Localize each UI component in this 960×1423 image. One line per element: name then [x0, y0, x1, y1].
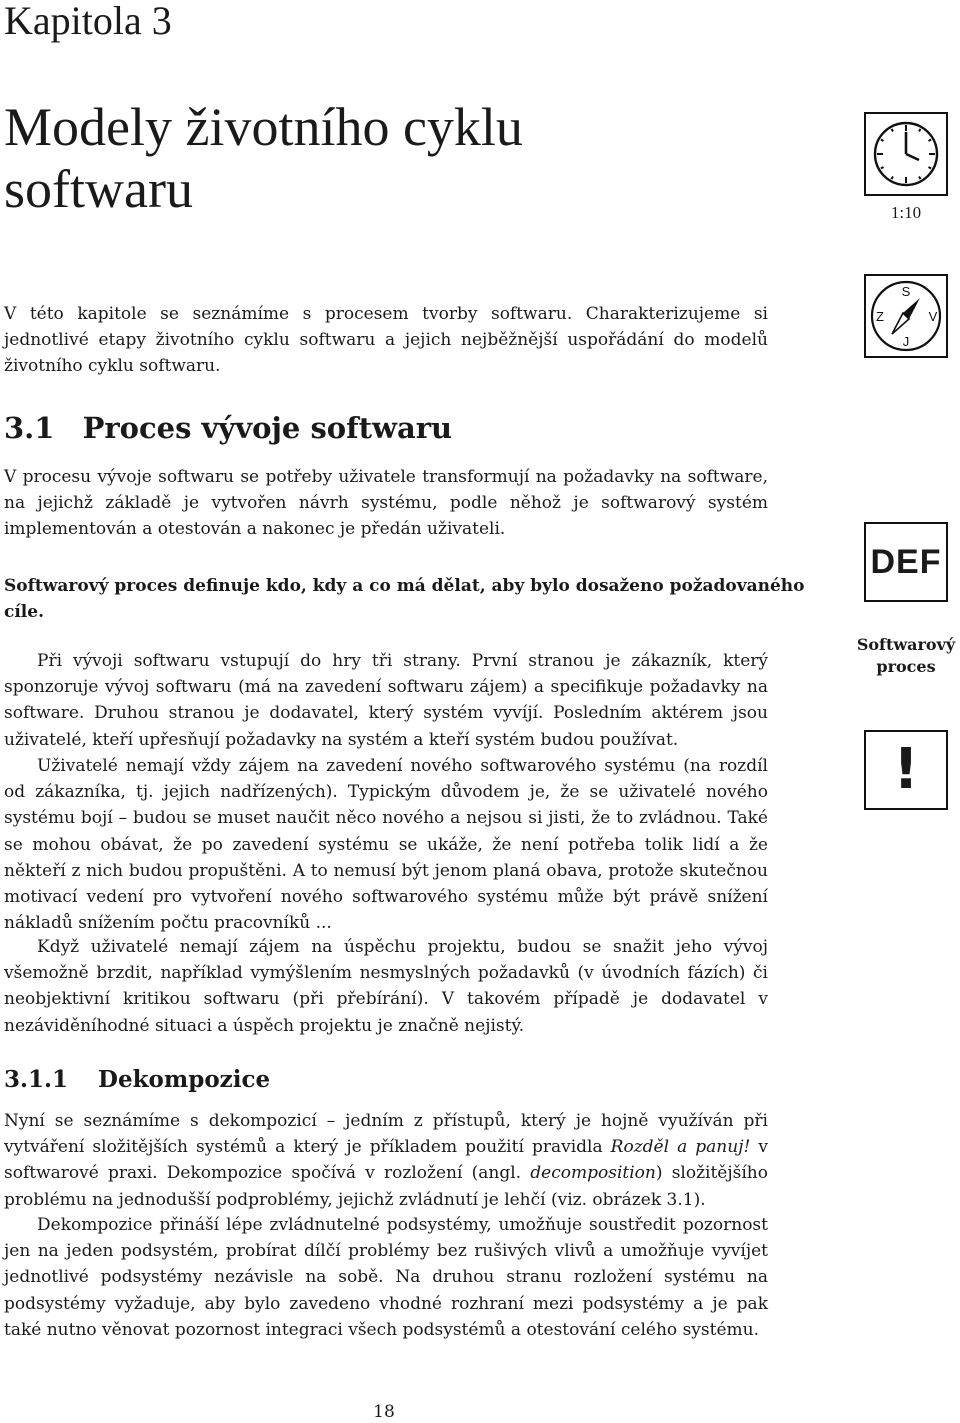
chapter-title-line1: Modely životního cyklu: [4, 97, 523, 157]
compass-north-label: S: [901, 284, 911, 299]
section-paragraph-4: Když uživatelé nemají zájem na úspěchu projektu, budou se snažit jeho vývoj všemožně brzdit, například vymýšlením nesmyslných požadavků (v úvodních fázích) či neobjektivní kritikou softwaru (při přebírání). V takovém případě je dodavatel v nezáviděníhodné situaci a úspěch projektu je značně nejistý.: [4, 937, 768, 1036]
chapter-title-line2: softwaru: [4, 159, 193, 219]
english-term: decomposition: [530, 1163, 656, 1184]
time-estimate: 1:10: [890, 203, 922, 222]
section-paragraph-1: V procesu vývoje softwaru se potřeby uživatele transformují na požadavky na software, na jejichž základě je vytvořen návrh systému, podle něhož je softwarový systém implementován a otestován a nakonec je předán uživateli.: [4, 467, 768, 540]
subsection-number: 3.1.1: [4, 1066, 69, 1093]
subsection-p1-part-b: v softwarové praxi. Dekompozice spočívá v rozložení (angl.: [4, 1137, 768, 1184]
subsection-title: Dekompozice: [98, 1066, 271, 1093]
compass-east-label: V: [928, 309, 938, 324]
compass-icon: [864, 274, 948, 358]
definition-term-line2: proces: [876, 657, 936, 676]
subsection-p1-part-c: ) složitějšího problému na jednodušší podproblémy, jejichž zvládnutí je lehčí (viz. obrázek 3.1).: [4, 1163, 768, 1210]
intro-paragraph: V této kapitole se seznámíme s procesem tvorby softwaru. Charakterizujeme si jednotlivé etapy životního cyklu softwaru a jejich nejběžnější uspořádání do modelů životního cyklu softwaru.: [4, 304, 768, 377]
warning-icon-glyph: !: [893, 737, 919, 802]
section-heading: [4, 408, 452, 448]
rule-name: Rozděl a panuj!: [610, 1137, 751, 1158]
section-paragraph-3: Uživatelé nemají vždy zájem na zavedení nového softwarového systému (na rozdíl od zákazníka, tj. jejich nadřízených). Typickým důvodem je, že se uživatelé nového systému bojí – budou se muset naučit něco nového a nejsou si jisti, že to zvládnou. Také se mohou obávat, že po zavedení systému se ukáže, že není potřeba tolik lidí a že někteří z nich budou propuštěni. A to nemusí být jenom planá obava, protože skutečnou motivací vedení pro vytvoření nového softwarového systému může být právě snížení nákladů snížením počtu pracovníků ...: [4, 756, 768, 934]
section-number: 3.1: [4, 411, 55, 445]
subsection-heading: [4, 1064, 270, 1096]
subsection-paragraph-2: Dekompozice přináší lépe zvládnutelné podsystémy, umožňuje soustředit pozornost jen na jeden podsystém, probírat dílčí problémy bez rušivých vlivů a umožňuje vyvíjet jednotlivé podsystémy nezávisle na sobě. Na druhou stranu rozložení systému na podsystémy vyžaduje, aby bylo zavedeno vhodné rozhraní mezi podsystémy a je pak také nutno věnovat pozornost integraci všech podsystémů a otestování celého systému.: [4, 1215, 768, 1340]
subsection-paragraph-1: [4, 1108, 768, 1213]
page-number: 18: [373, 1402, 395, 1422]
section-title: Proces vývoje softwaru: [82, 411, 453, 445]
definition-icon-text: DEF: [870, 542, 942, 581]
chapter-label: Kapitola 3: [4, 0, 172, 43]
definition-icon: [864, 522, 948, 602]
chapter-title: [4, 96, 523, 220]
subsection-p1-part-a: Nyní se seznámíme s dekompozicí – jedním z přístupů, který je hojně využíván při vytváření složitějších systémů a který je příkladem použití pravidla: [4, 1111, 768, 1158]
compass-west-label: Z: [876, 309, 884, 324]
clock-icon: [864, 112, 948, 196]
section-paragraph-2: Při vývoji softwaru vstupují do hry tři strany. První stranou je zákazník, který sponzoruje vývoj softwaru (má na zavedení softwaru zájem) a specifikuje požadavky na software. Druhou stranou je dodavatel, který systém vyvíjí. Posledním aktérem jsou uživatelé, kteří upřesňují požadavky na systém a kteří systém budou používat.: [4, 651, 768, 750]
definition-text: Softwarový proces definuje kdo, kdy a co má dělat, aby bylo dosaženo požadovaného cíle.: [4, 576, 805, 623]
warning-icon: [864, 730, 948, 810]
compass-south-label: J: [902, 334, 910, 349]
definition-term: [836, 634, 960, 678]
definition-term-line1: Softwarový: [856, 635, 956, 654]
